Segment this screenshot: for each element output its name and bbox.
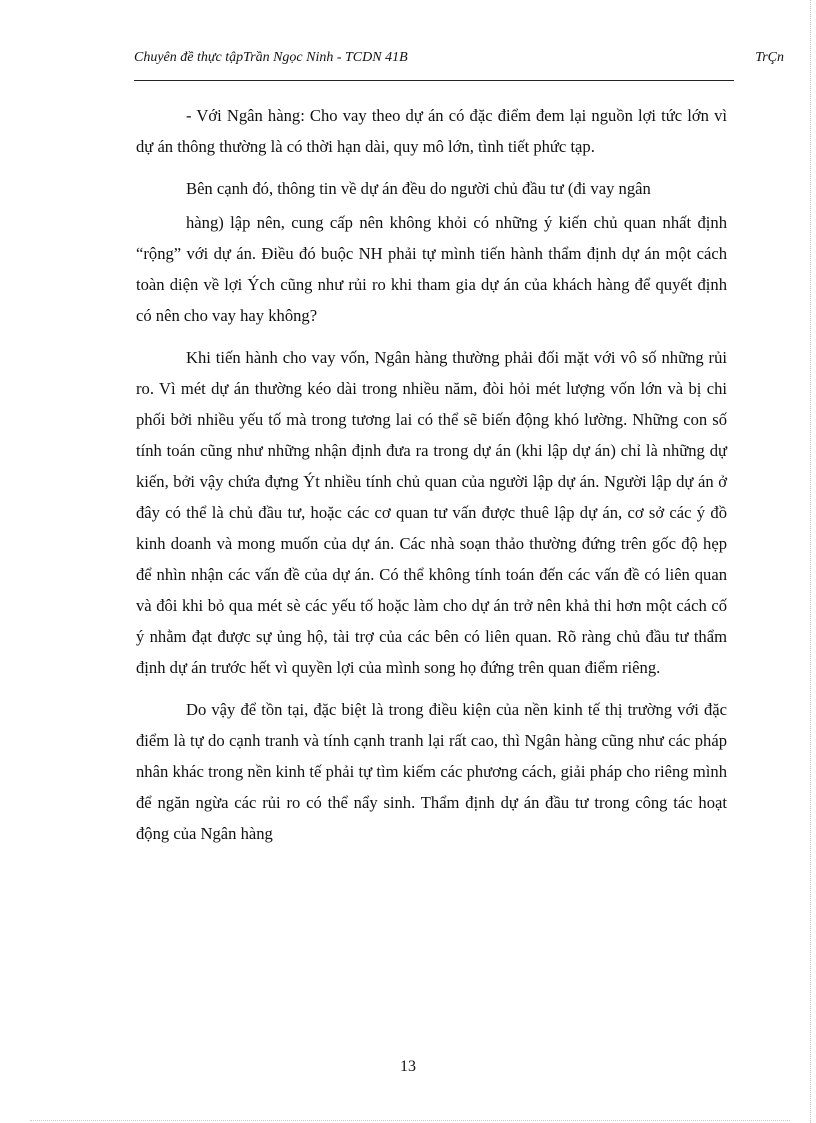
- page-edge-mark: [810, 0, 812, 1123]
- paragraph-information-continued: hàng) lập nên, cung cấp nên không khỏi có những ý kiến chủ quan nhất định “rộng” với dự án. Điều đó buộc NH phải tự mình tiến hành thẩm định dự án một cách toàn diện về lợi Ých cũng như rủi ro khi tham gia dự án của khách hàng để quyết định có nên cho vay hay không?: [136, 213, 727, 325]
- document-body: [136, 100, 727, 860]
- paragraph-bank-benefit: - Với Ngân hàng: Cho vay theo dự án có đặc điểm đem lại nguồn lợi tức lớn vì dự án thông thường là có thời hạn dài, quy mô lớn, tình tiết phức tạp.: [136, 106, 727, 156]
- paragraph-information-source: Bên cạnh đó, thông tin về dự án đều do người chủ đầu tư (đi vay ngân: [186, 179, 651, 198]
- page-number: 13: [400, 1058, 416, 1075]
- paragraph-lending-risk: Khi tiến hành cho vay vốn, Ngân hàng thường phải đối mặt với vô số những rủi ro. Vì mét dự án thường kéo dài trong nhiều năm, đòi hỏi mét lượng vốn lớn và bị chi phối bởi nhiều yếu tố mà trong tương lai có thể sẽ biến động khó lường. Những con số tính toán cũng như những nhận định đưa ra trong dự án (khi lập dự án) chỉ là những dự kiến, bởi vậy chứa đựng Ýt nhiều tính chủ quan của người lập dự án. Người lập dự án ở đây có thể là chủ đầu tư, hoặc các cơ quan tư vấn được thuê lập dự án, cơ sở các ý đồ kinh doanh và mong muốn của dự án. Các nhà soạn thảo thường đứng trên gốc độ hẹp để nhìn nhận các vấn đề của dự án. Có thể không tính toán đến các vấn đề có liên quan và đôi khi bỏ qua mét sè các yếu tố hoặc làm cho dự án trở nên khả thi hơn một cách cố ý nhằm đạt được sự ủng hộ, tài trợ của các bên có liên quan. Rõ ràng chủ đầu tư thẩm định dự án trước hết vì quyền lợi của mình song họ đứng trên quan điểm riêng.: [136, 348, 727, 677]
- header-author: TrÇn: [755, 50, 784, 65]
- paragraph-survival: Do vậy để tồn tại, đặc biệt là trong điều kiện của nền kinh tế thị trường với đặc điểm là tự do cạnh tranh và tính cạnh tranh lại rất cao, thì Ngân hàng cũng như các pháp nhân khác trong nền kinh tế phải tự tìm kiếm các phương cách, giải pháp cho riêng mình để ngăn ngừa các rủi ro có thể nẩy sinh. Thẩm định dự án đầu tư trong công tác hoạt động của Ngân hàng: [136, 700, 727, 843]
- header-title: Chuyên đề thực tậpTrần Ngọc Ninh - TCDN 41B: [134, 50, 408, 65]
- page-header: [134, 46, 784, 81]
- footer-divider: [30, 1120, 790, 1121]
